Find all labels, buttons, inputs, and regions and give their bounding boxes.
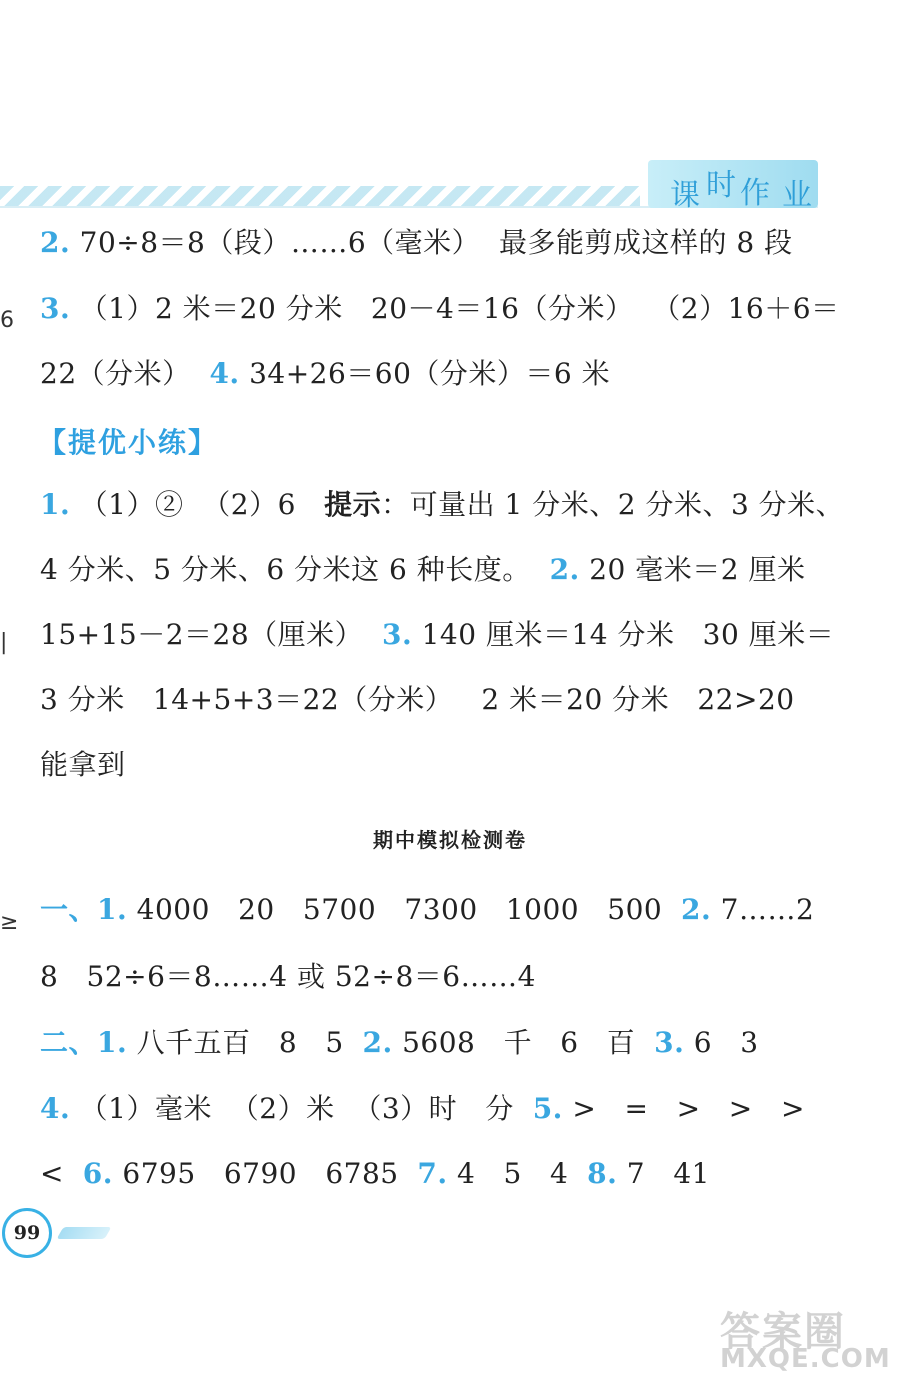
answer-line [40, 1157, 710, 1191]
answer-text: 4000 20 5700 7300 1000 500 [127, 893, 682, 926]
watermark-logo-text: 答案圈 [720, 1309, 846, 1355]
exam-title: 期中模拟检测卷 [373, 828, 527, 852]
item-number: 3. [40, 292, 71, 325]
answer-text: （1）2 米＝20 分米 20－4＝16（分米） （2）16＋6＝ [70, 292, 840, 325]
item-number: 7. [417, 1157, 448, 1190]
answer-text: ：可量出 1 分米、2 分米、3 分米、 [381, 488, 845, 521]
answer-line [40, 1092, 805, 1126]
answer-line [40, 226, 793, 260]
page-number-ornament [57, 1227, 112, 1239]
answer-line [40, 1026, 759, 1060]
answer-line [40, 683, 795, 717]
answer-text: 34+26＝60（分米）＝6 米 [239, 357, 611, 390]
item-number: 一、1. [40, 893, 128, 926]
answer-text: 8 52÷6＝8……4 或 52÷8＝6……4 [40, 960, 536, 993]
item-number: 4. [209, 357, 240, 390]
section-label: 【提优小练】 [38, 426, 219, 459]
header-stripe-band [0, 186, 640, 206]
answer-text: 4 分米、5 分米、6 分米这 6 种长度。 [40, 553, 550, 586]
answer-text: 3 分米 14+5+3＝22（分米） 2 米＝20 分米 22>20 [40, 683, 795, 716]
item-number: 3. [381, 618, 413, 651]
answer-text: > = > > > [562, 1092, 805, 1125]
answer-text: 22（分米） [40, 357, 210, 390]
answer-line [40, 553, 805, 587]
answer-line [40, 618, 834, 652]
edge-mark: ≥ [0, 910, 19, 935]
item-number: 2. [549, 553, 580, 586]
answer-line [40, 488, 844, 522]
brand-char: 课 [670, 178, 700, 213]
answer-text: 7 41 [617, 1157, 710, 1190]
answer-text: 6795 6790 6785 [113, 1157, 418, 1190]
brand-char: 时 [706, 168, 736, 203]
answer-text: 4 5 4 [447, 1157, 588, 1190]
answer-line [40, 893, 814, 927]
watermark [720, 1300, 890, 1380]
answer-text: 5608 千 6 百 [392, 1026, 655, 1059]
answer-text: 140 厘米＝14 分米 30 厘米＝ [412, 618, 835, 651]
answer-text: 能拿到 [40, 748, 126, 781]
brand-badge [648, 160, 818, 213]
item-number: 1. [40, 488, 71, 521]
answer-line [40, 357, 610, 391]
answer-line [40, 748, 126, 782]
item-number: 4. [40, 1092, 71, 1125]
item-number: 8. [587, 1157, 618, 1190]
item-number: 2. [681, 893, 712, 926]
watermark-url: MXQE.COM [720, 1344, 891, 1374]
item-number: 6. [82, 1157, 113, 1190]
answer-text: （1）② （2）6 [70, 488, 325, 521]
item-number: 5. [532, 1092, 563, 1125]
answer-text: 70÷8＝8（段）……6（毫米） 最多能剪成这样的 8 段 [70, 226, 793, 259]
hint-label: 提示 [324, 488, 382, 521]
item-number: 二、1. [40, 1026, 128, 1059]
answer-text: 20 毫米＝2 厘米 [579, 553, 806, 586]
answer-line [40, 960, 536, 994]
answer-text: 7……2 [711, 893, 815, 926]
answer-text: 八千五百 8 5 [127, 1026, 363, 1059]
item-number: 2. [40, 226, 71, 259]
answer-text: （1）毫米 （2）米 （3）时 分 [70, 1092, 533, 1125]
brand-char: 业 [782, 178, 812, 213]
item-number: 2. [362, 1026, 393, 1059]
brand-char: 作 [740, 176, 770, 211]
page-number: 99 [2, 1208, 52, 1258]
edge-mark: | [0, 630, 8, 655]
edge-mark: 6 [0, 308, 14, 333]
answer-text: 15+15－2＝28（厘米） [40, 618, 382, 651]
answer-line [40, 292, 840, 326]
item-number: 3. [654, 1026, 685, 1059]
answer-text: < [40, 1157, 83, 1190]
answer-text: 6 3 [684, 1026, 759, 1059]
